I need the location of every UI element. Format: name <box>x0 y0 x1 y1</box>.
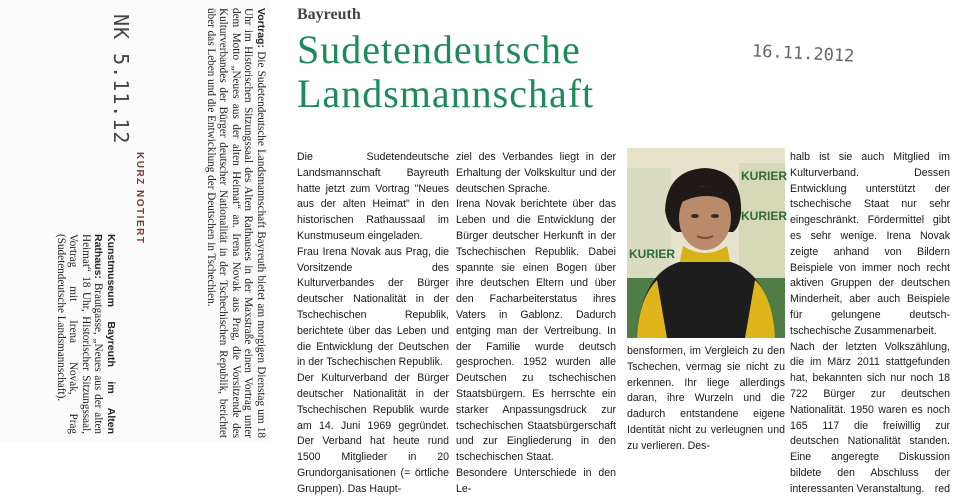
paragraph: bensformen, im Vergleich zu den Tschechen, vermag sie nicht zu erkennen. Ihr liege allerdings daran, ihre Wurzeln und die dadurch entstandene eigene Identität nicht zu verleugnen und zu verlieren. Des- <box>627 345 785 452</box>
paragraph <box>790 340 950 498</box>
notice-lead: Vortrag: <box>255 8 267 49</box>
photo-banner-text: KURIER <box>741 209 788 223</box>
photo-banner-text: KURIER <box>629 247 676 261</box>
kurz-notiert-label: KURZ NOTIERT <box>134 152 145 245</box>
headline-line-2: Landsmannschaft <box>297 71 595 116</box>
paragraph: Die Sudetendeutsche Landsmannschaft Bayreuth hatte jetzt zum Vortrag "Neues aus der alten Heimat" in den historischen Rathaussaal im Kunstmuseum eingeladen. <box>297 151 449 242</box>
speaker-photo <box>627 148 788 338</box>
museum-text: Brautgasse, „Neues aus der alten Heimat“ 18 Uhr, Historischer Sitzungssaal, Vortrag mit Irena Novak, Prag (Sudetendeutsche Landsmannschaft). <box>54 234 105 435</box>
paragraph: Der Kulturverband der Bürger deutscher Nationalität in der Tschechischen Republik wurde am 14. Juni 1969 gegründet. Der Verband hat heute rund 1500 Mitglieder in 20 Grundorganisationen (= örtliche Gruppen). Das Haupt- <box>297 372 449 495</box>
paragraph: halb ist sie auch Mitglied im Kulturverband. Dessen Entwicklung unterstützt der tschechische Staat nur sehr eingeschränkt. Fördermittel gibt es sehr wenige. Irena Novak zeigte anhand von Bildern Beispiele von immer noch recht aktiven Gruppen der deutschen Minderheit, aber auch Beispiele für gelungene deutsch-tschechische Zusammenarbeit. <box>790 151 950 337</box>
paragraph: Besondere Unterschiede in den Le- <box>456 466 616 495</box>
rotated-clipping <box>2 2 267 438</box>
article-column-2 <box>456 150 616 495</box>
article-column-1 <box>297 150 449 495</box>
photo-banner-text: KURIER <box>741 169 788 183</box>
notice-text: Die Sudetendeutsche Landsmannschaft Bayreuth bietet am morgigen Dienstag um 18 Uhr im Historischen Sitzungssaal des Alten Rathauses in der Maxstraße einen Vortrag unter dem Motto „Neues aus der alten Heimat“ an. Irena Novak aus Prag, die Vorsitzende des Kulturverbandes der Bürger deutscher Nationalität in der Tschechischen Republik, berichtet über das Leben und die Entwicklung der Deutschen in Tschechien. <box>204 8 267 439</box>
paragraph: Frau Irena Novak aus Prag, die Vorsitzende des Kulturverbandes der Bürger deutscher Nationalität in der Tschechischen Republik, berichtete über das Leben und die Entwicklung der Deutschen in der Tschechischen Republik. <box>297 245 449 369</box>
handwritten-note: NK 5.11.12 <box>109 14 133 145</box>
paragraph: ziel des Verbandes liegt in der Erhaltung der Volkskultur und der deutschen Sprache. <box>456 151 616 195</box>
paragraph-text: Nach der letzten Volkszählung, die im März 2011 stattgefunden hat, bekannten sich nur noch 18 722 Bürger zur deutschen Nationalität. 1950 waren es noch 165 117 die freiwillig zur deutschen Nationalität standen. Eine angeregte Diskussion bildete den Abschluss der interessanten Veranstaltung. <box>790 340 950 495</box>
event-notice <box>155 8 267 438</box>
article-column-3 <box>627 344 785 452</box>
headline-line-1: Sudetendeutsche <box>297 27 581 72</box>
headline <box>297 28 594 116</box>
museum-lead: Kunstmuseum Bayreuth im Alten Rathaus: <box>92 234 117 434</box>
article-column-4 <box>790 150 950 495</box>
museum-listing <box>5 234 117 434</box>
section-label: Bayreuth <box>297 6 361 23</box>
clipping-strip <box>0 0 270 442</box>
handwritten-date: 16.11.2012 <box>751 41 855 67</box>
speaker-photo-image <box>627 148 788 338</box>
author-signature: red <box>934 482 950 495</box>
paragraph: Irena Novak berichtete über das Leben und die Entwicklung der Bürger deutscher Herkunft in der Tschechischen Republik. Dabei spannte sie einen Bogen über ihre deutschen Eltern und über den Facharbeiterstatus ihres Vaters in Gablonz. Dadurch entging man der Vertreibung. In der Familie wurde deutsch gesprochen. 1952 wurden alle Deutschen zu tschechischen Staatsbürgern. Es herrschte ein starker Anpassungsdruck zur tschechischen Staatsbürgerschaft und zur Eingliederung in den tschechischen Staat. <box>456 198 616 464</box>
